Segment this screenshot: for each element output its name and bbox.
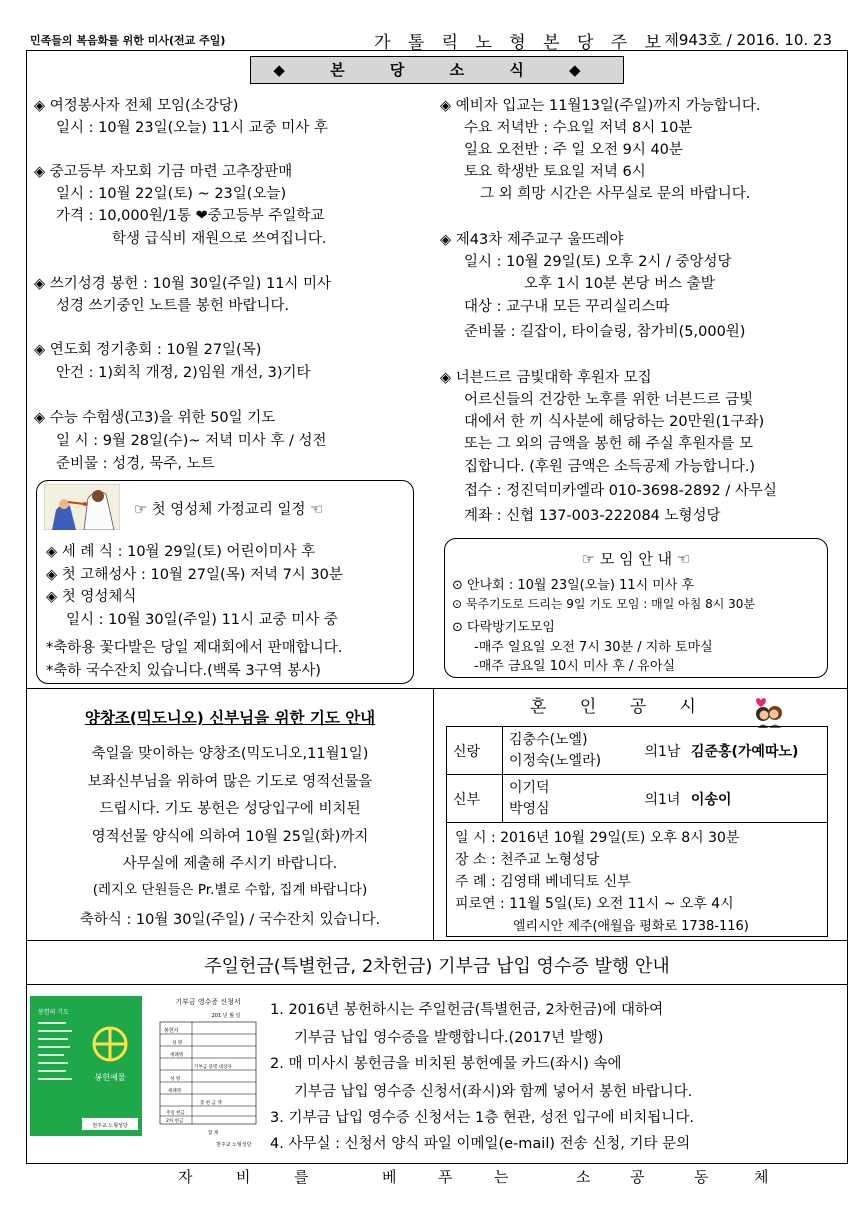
form-row: 2차 헌금	[166, 1119, 184, 1124]
news-line: 가격 : 10,000원/1통 ❤중고등부 주일학교	[56, 208, 325, 224]
marriage-detail: 피로연 : 11월 5일(토) 오전 11시 ~ 오후 4시	[455, 896, 734, 912]
footer-char: 공	[630, 1168, 645, 1186]
news-line: 준비물 : 성경, 묵주, 노트	[56, 456, 215, 472]
meeting-line: ⊙ 다락방기도모임	[452, 620, 555, 635]
prayer-line: 영적선물 양식에 의하여 10월 25일(화)까지	[91, 829, 369, 845]
footer-char: 비	[236, 1168, 251, 1186]
groom-row	[447, 727, 828, 775]
first-communion-line: *축하용 꽃다발은 당일 제대회에서 판매합니다.	[46, 640, 343, 656]
news-title: ◈ 여정봉사자 전체 모임(소강당)	[34, 98, 239, 114]
marriage-detail: 엘리시안 제주(애월읍 평화로 1738-116)	[513, 919, 749, 934]
parish-news-banner: ◆ 본 당 소 식 ◆	[250, 56, 624, 84]
form-row: 주일 헌금	[166, 1111, 185, 1116]
left-news-column	[34, 94, 434, 474]
receipt-item: 2. 매 미사시 봉헌금을 비치된 봉헌예물 카드(좌시) 속에	[270, 1056, 622, 1072]
divider-receipt-title	[26, 984, 848, 985]
groom-parents	[503, 727, 639, 775]
meeting-line: -매주 일요일 오전 7시 30분 / 지하 토마실	[474, 640, 713, 655]
footer-char: 소	[576, 1168, 591, 1186]
form-side-label: 봉헌자	[164, 1028, 179, 1034]
receipt-item: 기부금 납입 영수증 신청서(좌시)와 함께 넣어서 봉헌 바랍니다.	[294, 1084, 693, 1100]
form-date: 201 년 월 일	[211, 1013, 241, 1019]
form-row: 합 계	[208, 1131, 219, 1136]
prayer-line: 사무실에 제출해 주시기 바랍니다.	[122, 856, 338, 872]
marriage-detail: 주 례 : 김영태 베네딕토 신부	[455, 874, 631, 890]
meeting-line: ⊙ 묵주기도로 드리는 9일 기도 모임 : 매일 아침 8시 30분	[452, 597, 756, 611]
meeting-line: -매주 금요일 10시 미사 후 / 유아실	[474, 659, 676, 674]
news-line: 그 외 희망 시간은 사무실로 문의 바랍니다.	[480, 186, 751, 202]
meeting-line: ⊙ 안나회 : 10월 23일(오늘) 11시 미사 후	[452, 578, 695, 593]
divider-middle	[26, 688, 848, 689]
receipt-item: 4. 사무실 : 신청서 양식 파일 이메일(e-mail) 전송 신청, 기타 문의	[270, 1136, 691, 1152]
news-title: ◈ 수능 수험생(고3)을 위한 50일 기도	[34, 410, 276, 426]
divider-vertical-bottom	[433, 688, 434, 940]
header-bulletin-name: 가 톨 릭 노 형 본 당 주 보	[374, 33, 668, 53]
receipt-item: 기부금 납입 영수증을 발행합니다.(2017년 발행)	[294, 1030, 604, 1046]
receipt-item: 1. 2016년 봉헌하시는 주일헌금(특별헌금, 2차헌금)에 대하여	[270, 1002, 664, 1018]
footer-char: 를	[294, 1168, 309, 1186]
first-communion-title: ☞ 첫 영성체 가정교리 일정 ☜	[134, 502, 324, 518]
receipt-title: 주일헌금(특별헌금, 2차헌금) 기부금 납입 영수증 발행 안내	[204, 956, 670, 977]
bride-row	[447, 775, 828, 823]
marriage-table	[446, 726, 828, 823]
groom-father: 김충수(노엘)	[509, 731, 588, 748]
news-line: 일요 오전반 : 주 일 오전 9시 40분	[464, 142, 683, 158]
divider-receipt-top	[26, 940, 848, 941]
news-line: 일시 : 10월 22일(토) ~ 23일(오늘)	[56, 186, 287, 202]
offering-card-and-form-image	[30, 992, 260, 1152]
footer-char: 체	[754, 1168, 769, 1186]
meeting-title: ☞ 모 임 안 내 ☜	[581, 550, 691, 568]
bride-label: 신부	[447, 775, 503, 823]
footer-char: 동	[694, 1168, 709, 1186]
news-line: 접수 : 정진덕미카엘라 010-3698-2892 / 사무실	[464, 483, 777, 499]
news-line: 준비물 : 길잡이, 타이슬링, 참가비(5,000원)	[464, 324, 746, 340]
form-row: 세례명	[168, 1089, 182, 1094]
card-bottom-text: 천주교 노형성당	[92, 1123, 128, 1129]
marriage-detail: 일 시 : 2016년 10월 29일(토) 오후 8시 30분	[455, 830, 740, 846]
news-line: 대상 : 교구내 모든 꾸리실리스따	[464, 299, 670, 315]
footer-char: 푸	[438, 1168, 453, 1186]
news-line: 일시 : 10월 23일(오늘) 11시 교중 미사 후	[56, 120, 328, 136]
news-line: 학생 급식비 재원으로 쓰여집니다.	[112, 231, 327, 247]
news-line: 일 시 : 9월 28일(수)~ 저녁 미사 후 / 성전	[56, 433, 327, 449]
form-row: 성 명	[170, 1077, 181, 1082]
header-issue-date: 제943호 / 2016. 10. 23	[664, 31, 832, 49]
news-line: 수요 저녁반 : 수요일 저녁 8시 10분	[464, 120, 693, 136]
prayer-line: 축일을 맞이하는 양창조(믹도니오,11월1일)	[91, 746, 369, 762]
card-label: 봉헌예물	[94, 1073, 126, 1082]
news-title: ◈ 연도회 정기총회 : 10월 27일(목)	[34, 342, 262, 358]
footer-char: 는	[494, 1168, 509, 1186]
prayer-line: 축하식 : 10월 30일(주일) / 국수잔치 있습니다.	[79, 912, 381, 928]
couple-illustration	[748, 694, 788, 728]
marriage-details	[446, 823, 828, 937]
first-communion-line: ◈ 세 례 식 : 10월 29일(토) 어린이미사 후	[46, 544, 316, 560]
news-line: 안건 : 1)회칙 개정, 2)임원 개선, 3)기타	[56, 365, 311, 381]
bride-name: 이송이	[690, 791, 732, 808]
bulletin-header	[28, 31, 838, 53]
first-communion-line: ◈ 첫 고해성사 : 10월 27일(목) 저녁 7시 30분	[46, 567, 343, 583]
prayer-line: 보좌신부님을 위하여 많은 기도로 영적선물을	[87, 774, 373, 790]
bride-relation: 의1녀	[644, 791, 681, 808]
marriage-title: 혼 인 공 시	[530, 697, 710, 717]
form-row: 기부금 증명 대상자	[194, 1065, 232, 1070]
news-line: 토요 학생반 토요일 저녁 6시	[464, 164, 646, 180]
bride-parents	[503, 775, 639, 823]
news-line: 또는 그 외의 금액을 봉헌 해 주실 후원자를 모	[464, 436, 753, 452]
first-communion-list	[46, 540, 416, 680]
first-communion-line: *축하 국수잔치 있습니다.(백록 3구역 봉사)	[46, 663, 321, 679]
first-communion-line: ◈ 첫 영성체식	[46, 589, 137, 605]
header-mass-title: 민족들의 복음화를 위한 미사(전교 주일)	[30, 34, 226, 47]
bride-mother: 박영심	[509, 800, 550, 817]
groom-name: 김준홍(가예따노)	[690, 743, 799, 760]
groom-mother: 이정숙(노엘라)	[509, 752, 602, 769]
form-row: 봉 헌 금 액	[200, 1101, 222, 1106]
news-title: ◈ 중고등부 자모회 기금 마련 고추장판매	[34, 164, 293, 180]
right-news-column	[440, 94, 840, 534]
news-title: ◈ 제43차 제주교구 울뜨레야	[440, 232, 624, 248]
groom-label: 신랑	[447, 727, 503, 775]
news-line: 집합니다. (후원 금액은 소득공제 가능합니다.)	[464, 459, 756, 475]
news-title: ◈ 예비자 입교는 11월13일(주일)까지 가능합니다.	[440, 98, 761, 114]
prayer-title: 양창조(믹도니오) 신부님을 위한 기도 안내	[84, 709, 376, 727]
form-title: 기부금 영수증 신청서	[175, 998, 241, 1006]
meeting-list	[452, 574, 822, 674]
news-line: 계좌 : 신협 137-003-222084 노형성당	[464, 508, 721, 524]
first-communion-illustration	[44, 484, 120, 530]
news-line: 성경 쓰기중인 노트를 봉헌 바랍니다.	[56, 298, 290, 314]
prayer-line: (레지오 단원들은 Pr.별로 수합, 집계 바랍니다)	[92, 882, 368, 898]
news-line: 오후 1시 10분 본당 버스 출발	[524, 276, 715, 292]
bride-info	[639, 775, 828, 823]
footer-char: 자	[178, 1168, 193, 1186]
receipt-item: 3. 기부금 납입 영수증 신청서는 1층 현관, 성전 입구에 비치됩니다.	[270, 1110, 694, 1126]
form-row: 성 명	[172, 1041, 183, 1046]
bride-father: 이기덕	[509, 779, 550, 796]
news-line: 어르신들의 건강한 노후를 위한 너븐드르 금빛	[464, 392, 754, 408]
groom-relation: 의1남	[644, 743, 681, 760]
prayer-line: 드립시다. 기도 봉헌은 성당입구에 비치된	[99, 801, 361, 817]
first-communion-line: 일시 : 10월 30일(주일) 11시 교중 미사 중	[66, 612, 338, 628]
groom-info	[639, 727, 828, 775]
news-line: 일시 : 10월 29일(토) 오후 2시 / 중앙성당	[464, 254, 732, 270]
footer-char: 베	[382, 1168, 397, 1186]
card-top-text: 봉헌의 기도	[38, 1009, 69, 1016]
news-line: 대에서 한 끼 식사분에 해당하는 20만원(1구좌)	[464, 414, 765, 430]
news-title: ◈ 쓰기성경 봉헌 : 10월 30일(주일) 11시 미사	[34, 276, 332, 292]
form-row: 세례명	[170, 1053, 184, 1058]
form-footer: 천주교 노형성당	[216, 1142, 252, 1148]
marriage-detail: 장 소 : 천주교 노형성당	[455, 852, 600, 868]
news-title: ◈ 너븐드르 금빛대학 후원자 모집	[440, 370, 652, 386]
